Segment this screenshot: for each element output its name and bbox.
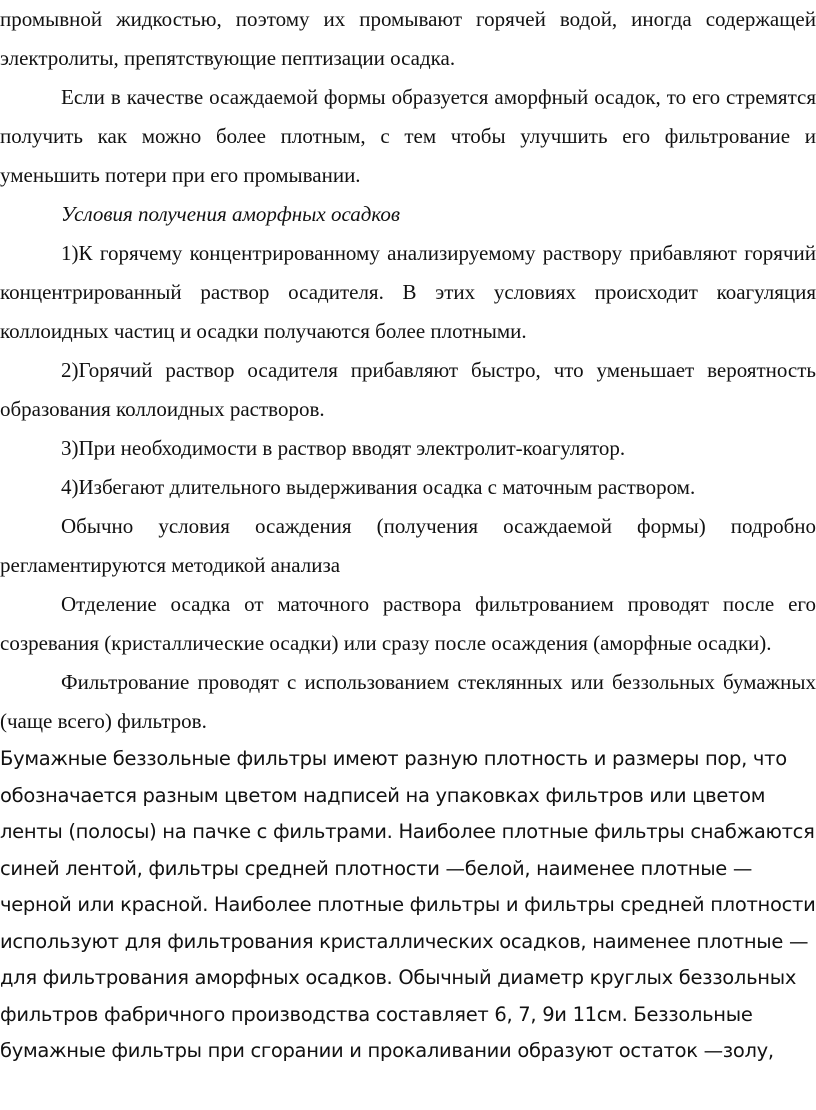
paragraph-washing-liquid: промывной жидкостью, поэтому их промывают горячей водой, иногда содержащей электролиты, препятствующие пептизации осадка. xyxy=(0,7,816,70)
paragraph-separation-filtration: Отделение осадка от маточного раствора фильтрованием проводят после его созревания (кристаллические осадки) или сразу после осаждения (аморфные осадки). xyxy=(0,592,816,655)
list-item-condition-1: 1)К горячему концентрированному анализируемому раствору прибавляют горячий концентрированный раствор осадителя. В этих условиях происходит коагуляция коллоидных частиц и осадки получаются более плотными. xyxy=(0,241,816,343)
list-item-condition-3: 3)При необходимости в раствор вводят электролит-коагулятор. xyxy=(61,436,626,460)
paragraph-amorphous-precipitate: Если в качестве осаждаемой формы образуется аморфный осадок, то его стремятся получить как можно более плотным, с тем чтобы улучшить его фильтрование и уменьшить потери при его промывании. xyxy=(0,85,816,187)
list-item-condition-4: 4)Избегают длительного выдерживания осадка с маточным раствором. xyxy=(61,475,696,499)
paragraph-precipitation-methodology: Обычно условия осаждения (получения осаждаемой формы) подробно регламентируются методикой анализа xyxy=(0,514,816,577)
paragraph-filter-types: Фильтрование проводят с использованием стеклянных или беззольных бумажных (чаще всего) фильтров. xyxy=(0,670,816,733)
paragraph-ashless-paper-filters: Бумажные беззольные фильтры имеют разную плотность и размеры пор, что обозначается разным цветом надписей на упаковках фильтров или цветом ленты (полосы) на пачке с фильтрами. Наиболее плотные фильтры снабжаются синей лентой, фильтры средней плотности —белой, наименее плотные —черной или красной. Наиболее плотные фильтры и фильтры средней плотности используют для фильтрования кристаллических осадков, наименее плотные —для фильтрования аморфных осадков. Обычный диаметр круглых беззольных фильтров фабричного производства составляет 6, 7, 9и 11см. Беззольные бумажные фильтры при сгорании и прокаливании образуют остаток —золу, xyxy=(0,747,816,1062)
list-item-condition-2: 2)Горячий раствор осадителя прибавляют быстро, что уменьшает вероятность образования коллоидных растворов. xyxy=(0,358,816,421)
section-heading-amorphous-conditions: Условия получения аморфных осадков xyxy=(61,202,401,226)
